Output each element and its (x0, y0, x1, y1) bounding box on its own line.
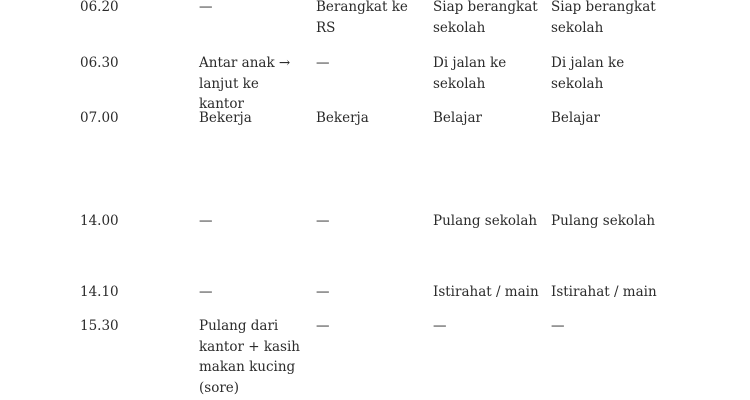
cell-line: kantor + kasih (199, 338, 300, 355)
cell-line: — (316, 55, 330, 71)
table-cell (199, 316, 307, 398)
cell-line: Pulang sekolah (551, 213, 656, 229)
cell-line: — (316, 284, 330, 300)
table-cell (316, 53, 421, 74)
cell-line: Bekerja (199, 110, 252, 126)
cell-line: makan kucing (199, 359, 296, 375)
cell-line: sekolah (551, 75, 604, 92)
table-cell (433, 0, 545, 38)
cell-line: Belajar (433, 110, 482, 126)
cell-line: Pulang sekolah (433, 213, 538, 229)
table-cell (433, 53, 545, 94)
table-cell (551, 108, 663, 129)
cell-line: Siap berangkat (551, 0, 656, 15)
time-cell: 15.30 (80, 318, 119, 334)
cell-line: — (433, 318, 447, 334)
table-cell (316, 211, 421, 232)
table-cell (316, 108, 421, 129)
table-cell (199, 211, 307, 232)
cell-line: Belajar (551, 110, 600, 126)
table-cell (433, 316, 545, 337)
cell-line: Pulang dari (199, 318, 279, 334)
time-cell: 14.00 (80, 213, 119, 229)
table-cell (199, 0, 307, 18)
cell-line: Di jalan ke (433, 55, 507, 71)
table-cell (551, 316, 663, 337)
cell-line: Bekerja (316, 110, 369, 126)
cell-line: (sore) (199, 379, 240, 396)
table-cell (316, 282, 421, 303)
time-cell: 14.10 (80, 284, 119, 300)
table-cell (316, 0, 421, 38)
cell-line: Di jalan ke (551, 55, 625, 71)
cell-line: — (199, 284, 213, 300)
cell-line: — (316, 318, 330, 334)
cell-line: lanjut ke kantor (199, 75, 259, 112)
cell-line: RS (316, 19, 336, 36)
table-cell (199, 108, 307, 129)
cell-line: Berangkat ke (316, 0, 408, 15)
cell-line: sekolah (433, 75, 486, 92)
table-cell (316, 316, 421, 337)
table-cell (433, 282, 545, 303)
table-cell (433, 108, 545, 129)
table-cell (199, 282, 307, 303)
table-cell (551, 282, 663, 303)
table-cell (551, 0, 663, 38)
cell-line: — (316, 213, 330, 229)
table-cell (199, 53, 307, 115)
cell-line: Antar anak → (199, 55, 291, 71)
cell-line: — (551, 318, 565, 334)
cell-line: Siap berangkat (433, 0, 538, 15)
table-cell (551, 53, 663, 94)
cell-line: sekolah (551, 19, 604, 36)
table-cell (551, 211, 663, 232)
time-cell: 07.00 (80, 110, 119, 126)
time-cell: 06.30 (80, 55, 119, 71)
cell-line: sekolah (433, 19, 486, 36)
time-cell: 06.20 (80, 0, 119, 15)
cell-line: — (199, 0, 213, 15)
cell-line: Istirahat / main (433, 284, 539, 300)
cell-line: Istirahat / main (551, 284, 657, 300)
table-cell (433, 211, 545, 232)
cell-line: — (199, 213, 213, 229)
